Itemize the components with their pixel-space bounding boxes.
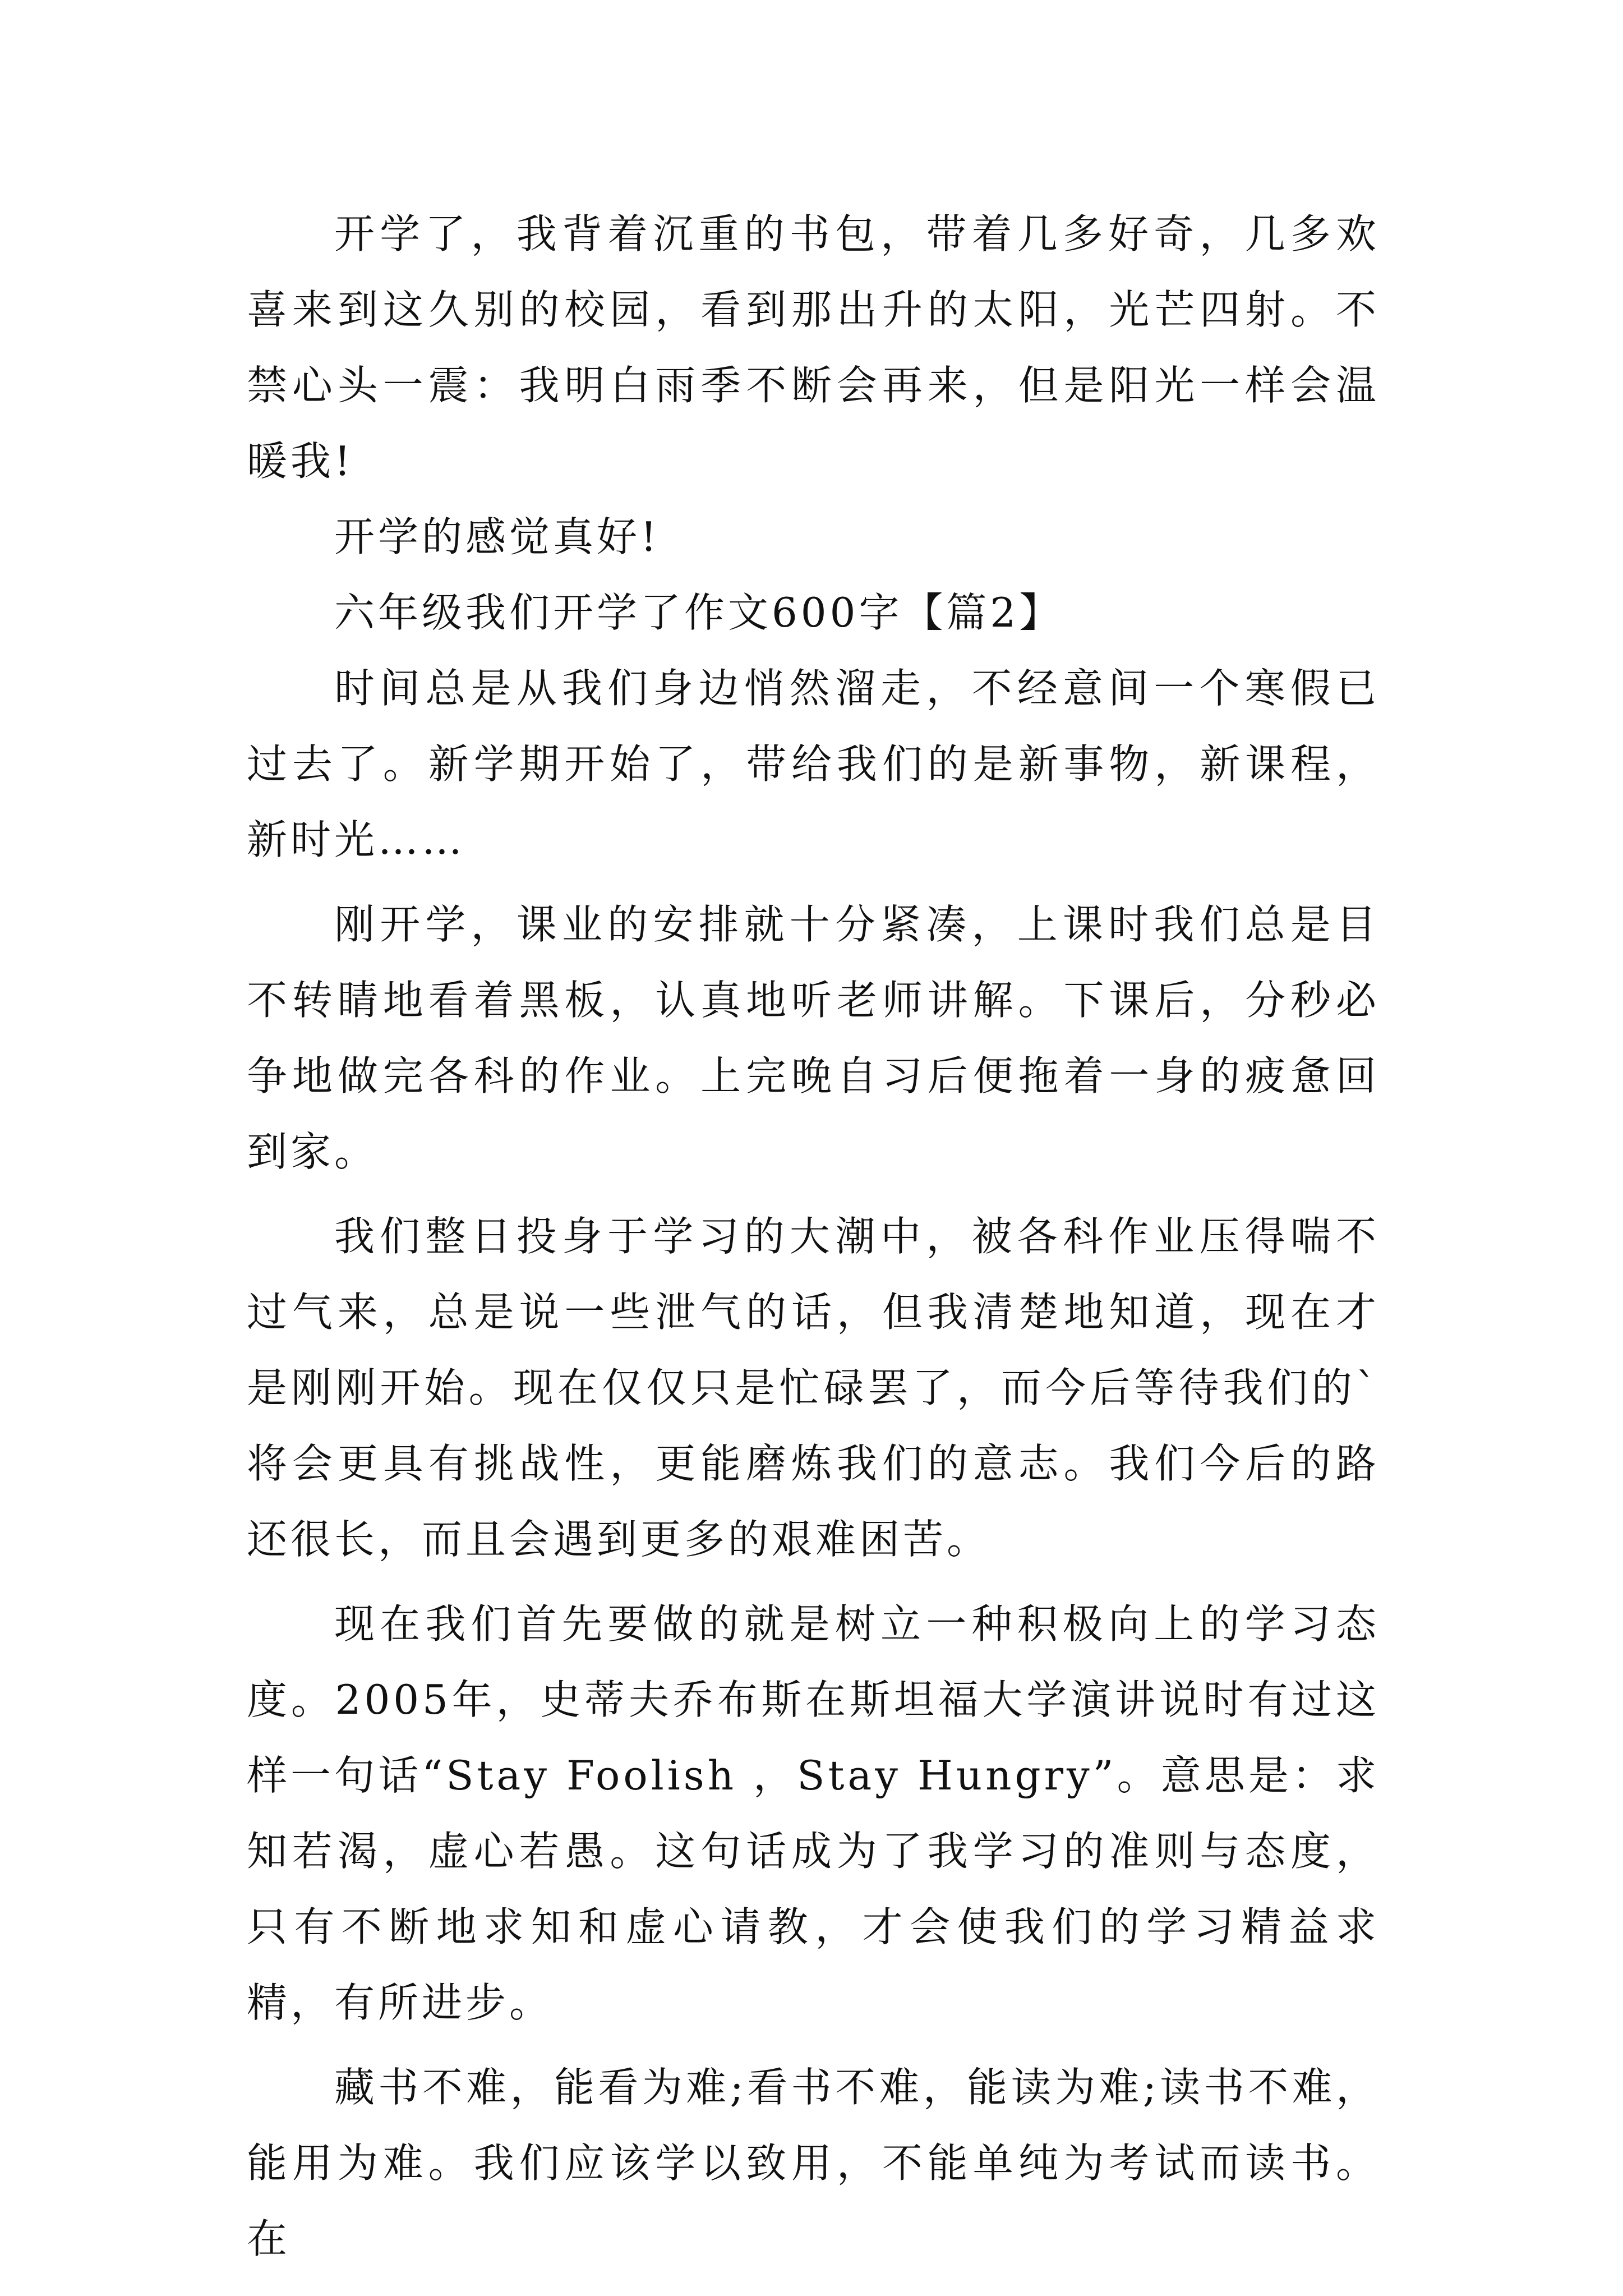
paragraph-2: 开学的感觉真好! — [334, 513, 660, 560]
paragraph-3: 时间总是从我们身边悄然溜走，不经意间一个寒假已过去了。新学期开始了，带给我们的是新事物，新课程，新时光…… — [247, 665, 1380, 863]
paragraph-7: 藏书不难，能看为难;看书不难，能读为难;读书不难，能用为难。我们应该学以致用，不能单纯为考试而读书。在 — [247, 2064, 1380, 2262]
paragraph-5: 我们整日投身于学习的大潮中，被各科作业压得喘不过气来，总是说一些泄气的话，但我清楚地知道，现在才是刚刚开始。现在仅仅只是忙碌罢了，而今后等待我们的`将会更具有挑战性，更能磨炼我们的意志。我们今后的路还很长，而且会遇到更多的艰难困苦。 — [247, 1213, 1380, 1563]
section-heading: 六年级我们开学了作文600字【篇2】 — [334, 589, 1063, 636]
paragraph-1: 开学了，我背着沉重的书包，带着几多好奇，几多欢喜来到这久别的校园，看到那出升的太阳，光芒四射。不禁心头一震：我明白雨季不断会再来，但是阳光一样会温暖我! — [247, 210, 1380, 485]
paragraph-4: 刚开学，课业的安排就十分紧凑，上课时我们总是目不转睛地看着黑板，认真地听老师讲解。下课后，分秒必争地做完各科的作业。上完晚自习后便拖着一身的疲惫回到家。 — [247, 901, 1380, 1175]
document-body — [247, 196, 1380, 2277]
paragraph-6: 现在我们首先要做的就是树立一种积极向上的学习态度。2005年，史蒂夫乔布斯在斯坦福大学演讲说时有过这样一句话“Stay Foolish ，Stay Hungry”。意思是：求知若渴，虚心若愚。这句话成为了我学习的准则与态度，只有不断地求知和虚心请教，才会使我们的学习精益求精，有所进步。 — [247, 1600, 1380, 2026]
